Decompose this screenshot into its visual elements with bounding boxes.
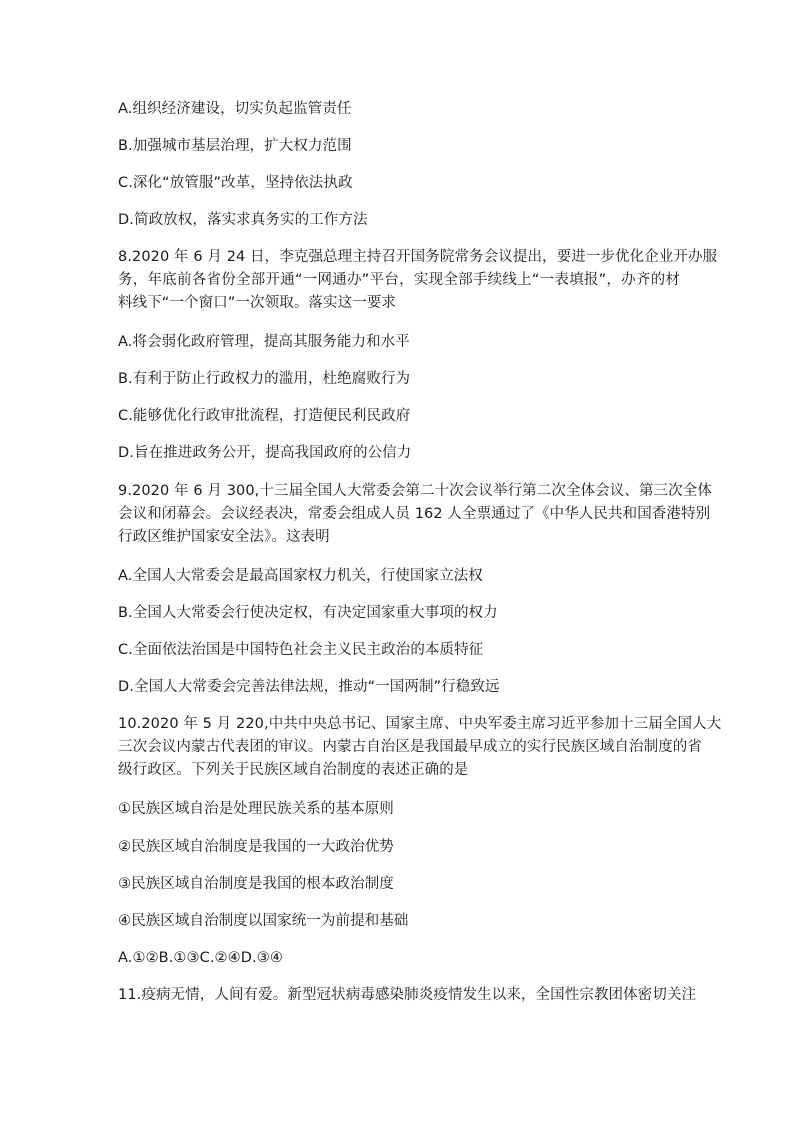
q11-stem-line-1: 11.疫病无情，人间有爱。新型冠状病毒感染肺炎疫情发生以来，全国性宗教团体密切关注	[118, 987, 697, 1003]
q8-option-c: C.能够优化行政审批流程，打造便民利民政府	[118, 408, 411, 424]
q7-option-a: A.组织经济建设，切实负起监管责任	[118, 101, 352, 117]
q8-option-a: A.将会弱化政府管理，提高其服务能力和水平	[118, 334, 410, 350]
q9-option-a: A.全国人大常委会是最高国家权力机关，行使国家立法权	[118, 568, 483, 584]
q11-stem	[118, 984, 697, 1007]
q9-option-b: B.全国人大常委会行使决定权，有决定国家重大事项的权力	[118, 605, 498, 621]
q8-stem-line-2: 务，年底前各省份全部开通“一网通办”平台，实现全部手续线上“一表填报”，办齐的材	[118, 272, 680, 288]
q10-stem-line-2: 三次会议内蒙古代表团的审议。内蒙古自治区是我国最早成立的实行民族区域自治制度的省	[118, 739, 702, 755]
q10-statement-4: ④民族区域自治制度以国家统一为前提和基础	[118, 913, 409, 929]
q8-stem	[118, 246, 718, 315]
q7-option-d: D.简政放权，落实求真务实的工作方法	[118, 212, 368, 228]
q9-stem-line-1: 9.2020 年 6 月 300,十三届全国人大常委会第二十次会议举行第二次全体会议、第三次全体	[118, 483, 712, 499]
q10-statement-2: ②民族区域自治制度是我国的一大政治优势	[118, 839, 394, 855]
q9-stem	[118, 480, 712, 549]
q10-stem	[118, 713, 722, 782]
q9-stem-line-3: 行政区维护国家安全法》。这表明	[118, 529, 330, 545]
q9-stem-line-2: 会议和闭幕会。会议经表决，常委会组成人员 162 人全票通过了《中华人民共和国香港特别	[118, 506, 711, 522]
q8-option-b: B.有利于防止行政权力的滥用，杜绝腐败行为	[118, 371, 411, 387]
q7-option-c: C.深化“放管服”改革，坚持依法执政	[118, 175, 353, 191]
q10-stem-line-1: 10.2020 年 5 月 220,中共中央总书记、国家主席、中央军委主席习近平参加十三届全国人大	[118, 716, 722, 732]
q7-option-b: B.加强城市基层治理，扩大权力范围	[118, 138, 352, 154]
q8-stem-line-1: 8.2020 年 6 月 24 日，李克强总理主持召开国务院常务会议提出，要进一步优化企业开办服	[118, 249, 718, 265]
q10-statement-1: ①民族区域自治是处理民族关系的基本原则	[118, 801, 394, 817]
q8-stem-line-3: 料线下“一个窗口”一次领取。落实这一要求	[118, 295, 397, 311]
q8-option-d: D.旨在推进政务公开，提高我国政府的公信力	[118, 445, 412, 461]
q10-stem-line-3: 级行政区。下列关于民族区域自治制度的表述正确的是	[118, 762, 469, 778]
q9-option-d: D.全国人大常委会完善法律法规，推动“一国两制”行稳致远	[118, 679, 500, 695]
q10-answer-choices: A.①②B.①③C.②④D.③④	[118, 950, 283, 966]
q9-option-c: C.全面依法治国是中国特色社会主义民主政治的本质特征	[118, 642, 484, 658]
q10-statement-3: ③民族区域自治制度是我国的根本政治制度	[118, 876, 394, 892]
